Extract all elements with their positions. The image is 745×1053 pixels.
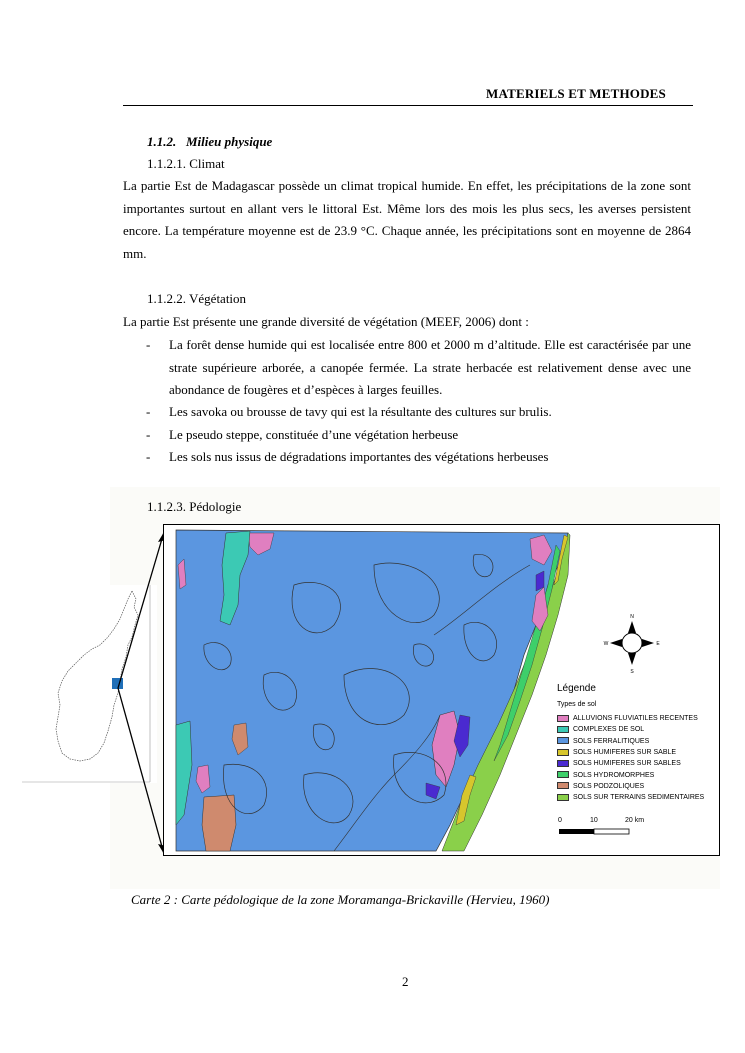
compass-rose-icon [604, 614, 661, 675]
legend-label: SOLS HUMIFERES SUR SABLES [573, 760, 681, 768]
page-number: 2 [402, 974, 409, 989]
legend-swatch [557, 760, 569, 767]
legend-label: SOLS PODZOLIQUES [573, 782, 645, 790]
connector-lines [110, 520, 170, 860]
legend-label: SOLS HUMIFERES SUR SABLE [573, 748, 677, 756]
section-heading-number: 1.1.2. [147, 134, 177, 149]
subsection-climat-title: 1.1.2.1. Climat [147, 156, 225, 171]
vegetation-bullet-4: Les sols nus issus de dégradations importantes des végétations herbeuses [169, 449, 549, 464]
legend-label: ALLUVIONS FLUVIATILES RECENTES [573, 715, 698, 722]
legend-item [557, 759, 681, 769]
vegetation-bullet-3: Le pseudo steppe, constituée d’une végétation herbeuse [169, 427, 459, 442]
legend-label: COMPLEXES DE SOL [573, 726, 645, 734]
legend-label: SOLS HYDROMORPHES [573, 771, 655, 779]
legend-swatch [557, 715, 569, 722]
vegetation-bullet-1: La forêt dense humide qui est localisée entre 800 et 2000 m d’altitude. Elle est caractérisée par une strate supérieure arborée, a canopée fermée. La strate herbacée est relativement dense avec une abondance de fougères et d’espèces à larges feuilles. [169, 337, 691, 397]
bullet-dash: - [146, 449, 151, 464]
legend-item [557, 771, 654, 781]
header-rule [123, 105, 693, 106]
legend-label: SOLS SUR TERRAINS SEDIMENTAIRES [573, 794, 705, 802]
legend-item [557, 725, 644, 735]
scale-label-20: 20 km [625, 817, 645, 824]
legend-subtitle: Types de sol [557, 701, 597, 708]
legend-item [557, 737, 649, 747]
compass-e: E [656, 641, 660, 647]
scale-bar [559, 829, 629, 834]
legend-title: Légende [557, 683, 596, 694]
legend-item [557, 714, 698, 724]
legend-item [557, 782, 644, 792]
map-caption: Carte 2 : Carte pédologique de la zone Moramanga-Brickaville (Hervieu, 1960) [131, 892, 550, 907]
legend-swatch [557, 771, 569, 778]
bullet-dash: - [146, 404, 151, 419]
bullet-dash: - [146, 427, 151, 442]
running-header: MATERIELS ET METHODES [486, 86, 666, 101]
legend-swatch [557, 782, 569, 789]
legend-swatch [557, 737, 569, 744]
legend-swatch [557, 749, 569, 756]
legend-swatch [557, 794, 569, 801]
legend-label: SOLS FERRALITIQUES [573, 737, 650, 745]
scale-label-0: 0 [558, 817, 562, 824]
bullet-dash: - [146, 337, 151, 352]
vegetation-intro: La partie Est présente une grande diversité de végétation (MEEF, 2006) dont : [123, 314, 529, 329]
compass-n: N [630, 614, 634, 620]
compass-s: S [630, 669, 634, 675]
scale-label-10: 10 [590, 817, 598, 824]
section-heading [147, 131, 272, 154]
compass-w: W [603, 641, 609, 647]
vegetation-bullet-2: Les savoka ou brousse de tavy qui est la résultante des cultures sur brulis. [169, 404, 552, 419]
legend-item [557, 748, 676, 758]
subsection-pedologie-title: 1.1.2.3. Pédologie [147, 499, 242, 514]
legend-swatch [557, 726, 569, 733]
climat-paragraph: La partie Est de Madagascar possède un climat tropical humide. En effet, les précipitations de la zone sont importantes surtout en allant vers le littoral Est. Même lors des mois les plus secs, les averses persistent encore. La température moyenne est de 23.9 °C. Chaque année, les précipitations sont en moyenne de 2864 mm. [123, 178, 691, 261]
subsection-vegetation-title: 1.1.2.2. Végétation [147, 291, 247, 306]
soil-map [164, 525, 719, 855]
legend-item [557, 793, 704, 803]
section-heading-text: Milieu physique [186, 134, 273, 149]
